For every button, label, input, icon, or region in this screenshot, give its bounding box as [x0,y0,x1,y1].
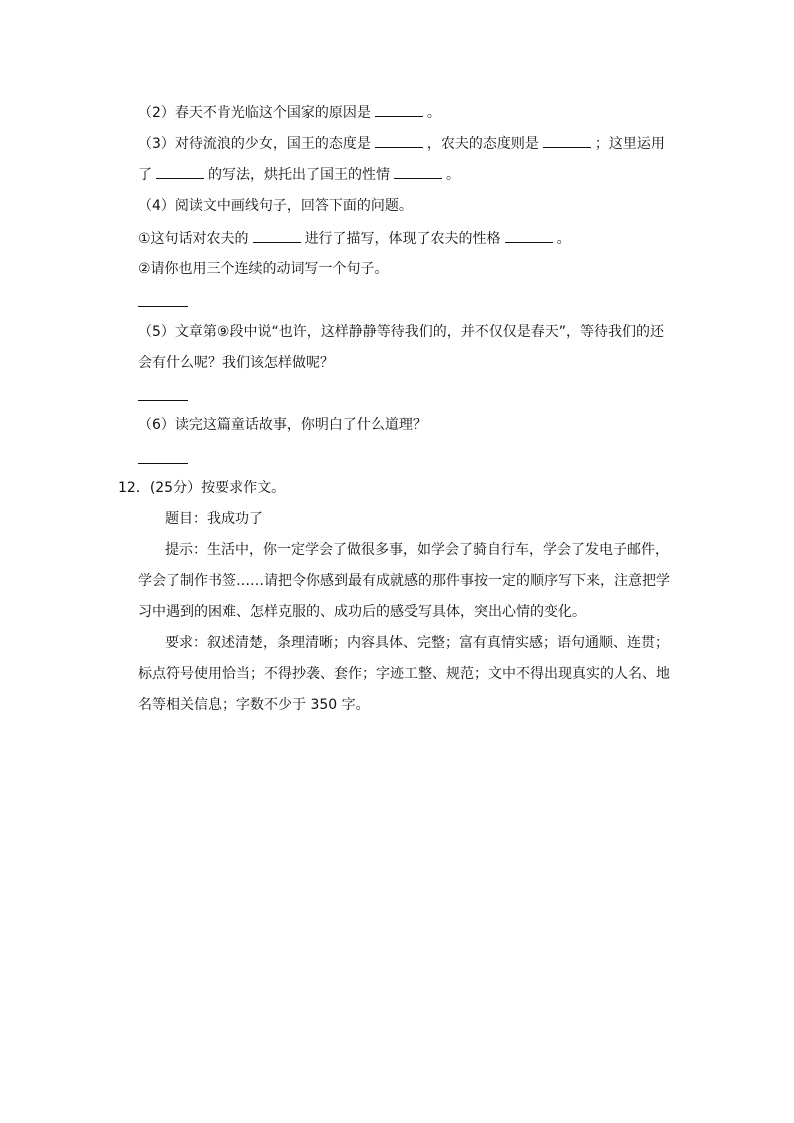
question-4-sub-2: ②请你也用三个连续的动词写一个句子。 [138,261,389,277]
answer-blank [394,164,442,179]
answer-blank [375,133,423,148]
question-2 [138,102,441,122]
answer-blank [156,164,204,179]
question-2-text: （2）春天不肯光临这个国家的原因是 [138,105,371,121]
answer-blank [375,102,423,117]
question-3-line-1 [138,133,665,153]
question-5-line-2: 会有什么呢？我们该怎样做呢？ [138,355,334,371]
essay-hint-line-3: 习中遇到的困难、怎样克服的、成功后的感受写具体，突出心情的变化。 [138,604,586,620]
answer-blank [505,228,553,243]
essay-topic: 题目：我成功了 [165,511,263,527]
question-3-text-e: 的写法，烘托出了国王的性情 [208,167,390,183]
question-2-end: 。 [426,105,441,121]
answer-blank [543,133,591,148]
essay-requirement-line-1: 要求：叙述清楚，条理清晰；内容具体、完整；富有真情实感；语句通顺、连贯； [165,635,669,651]
answer-blank [138,463,188,464]
question-3-line-2 [138,164,460,184]
essay-requirement-line-2: 标点符号使用恰当；不得抄袭、套作；字迹工整、规范；文中不得出现真实的人名、地 [138,666,670,682]
answer-blank [253,228,301,243]
essay-header: 12．(25分）按要求作文。 [118,480,286,496]
question-3-text-c: ；这里运用 [594,136,665,152]
question-4-sub-1-text-a: ①这句话对农夫的 [138,231,249,247]
answer-blank [138,400,188,401]
answer-blank [138,306,188,307]
essay-hint-line-2: 学会了制作书签……请把令你感到最有成就感的那件事按一定的顺序写下来，注意把学 [138,573,670,589]
question-6: （6）读完这篇童话故事，你明白了什么道理？ [138,417,427,433]
question-3-text-f: 。 [446,167,460,183]
question-3-text-d: 了 [138,167,152,183]
question-4-title: （4）阅读文中画线句子，回答下面的问题。 [138,198,413,214]
question-3-text-a: （3）对待流浪的少女，国王的态度是 [138,136,371,152]
question-5-line-1: （5）文章第⑨段中说“也许，这样静静等待我们的，并不仅仅是春天”，等待我们的还 [138,324,664,340]
essay-requirement-line-3: 名等相关信息；字数不少于 350 字。 [138,697,370,713]
question-4-sub-1 [138,228,571,248]
question-4-sub-1-text-c: 。 [556,231,571,247]
question-3-text-b: ，农夫的态度则是 [426,136,539,152]
question-4-sub-1-text-b: 进行了描写，体现了农夫的性格 [304,231,501,247]
essay-hint-line-1: 提示：生活中，你一定学会了做很多事，如学会了骑自行车，学会了发电子邮件， [165,542,669,558]
